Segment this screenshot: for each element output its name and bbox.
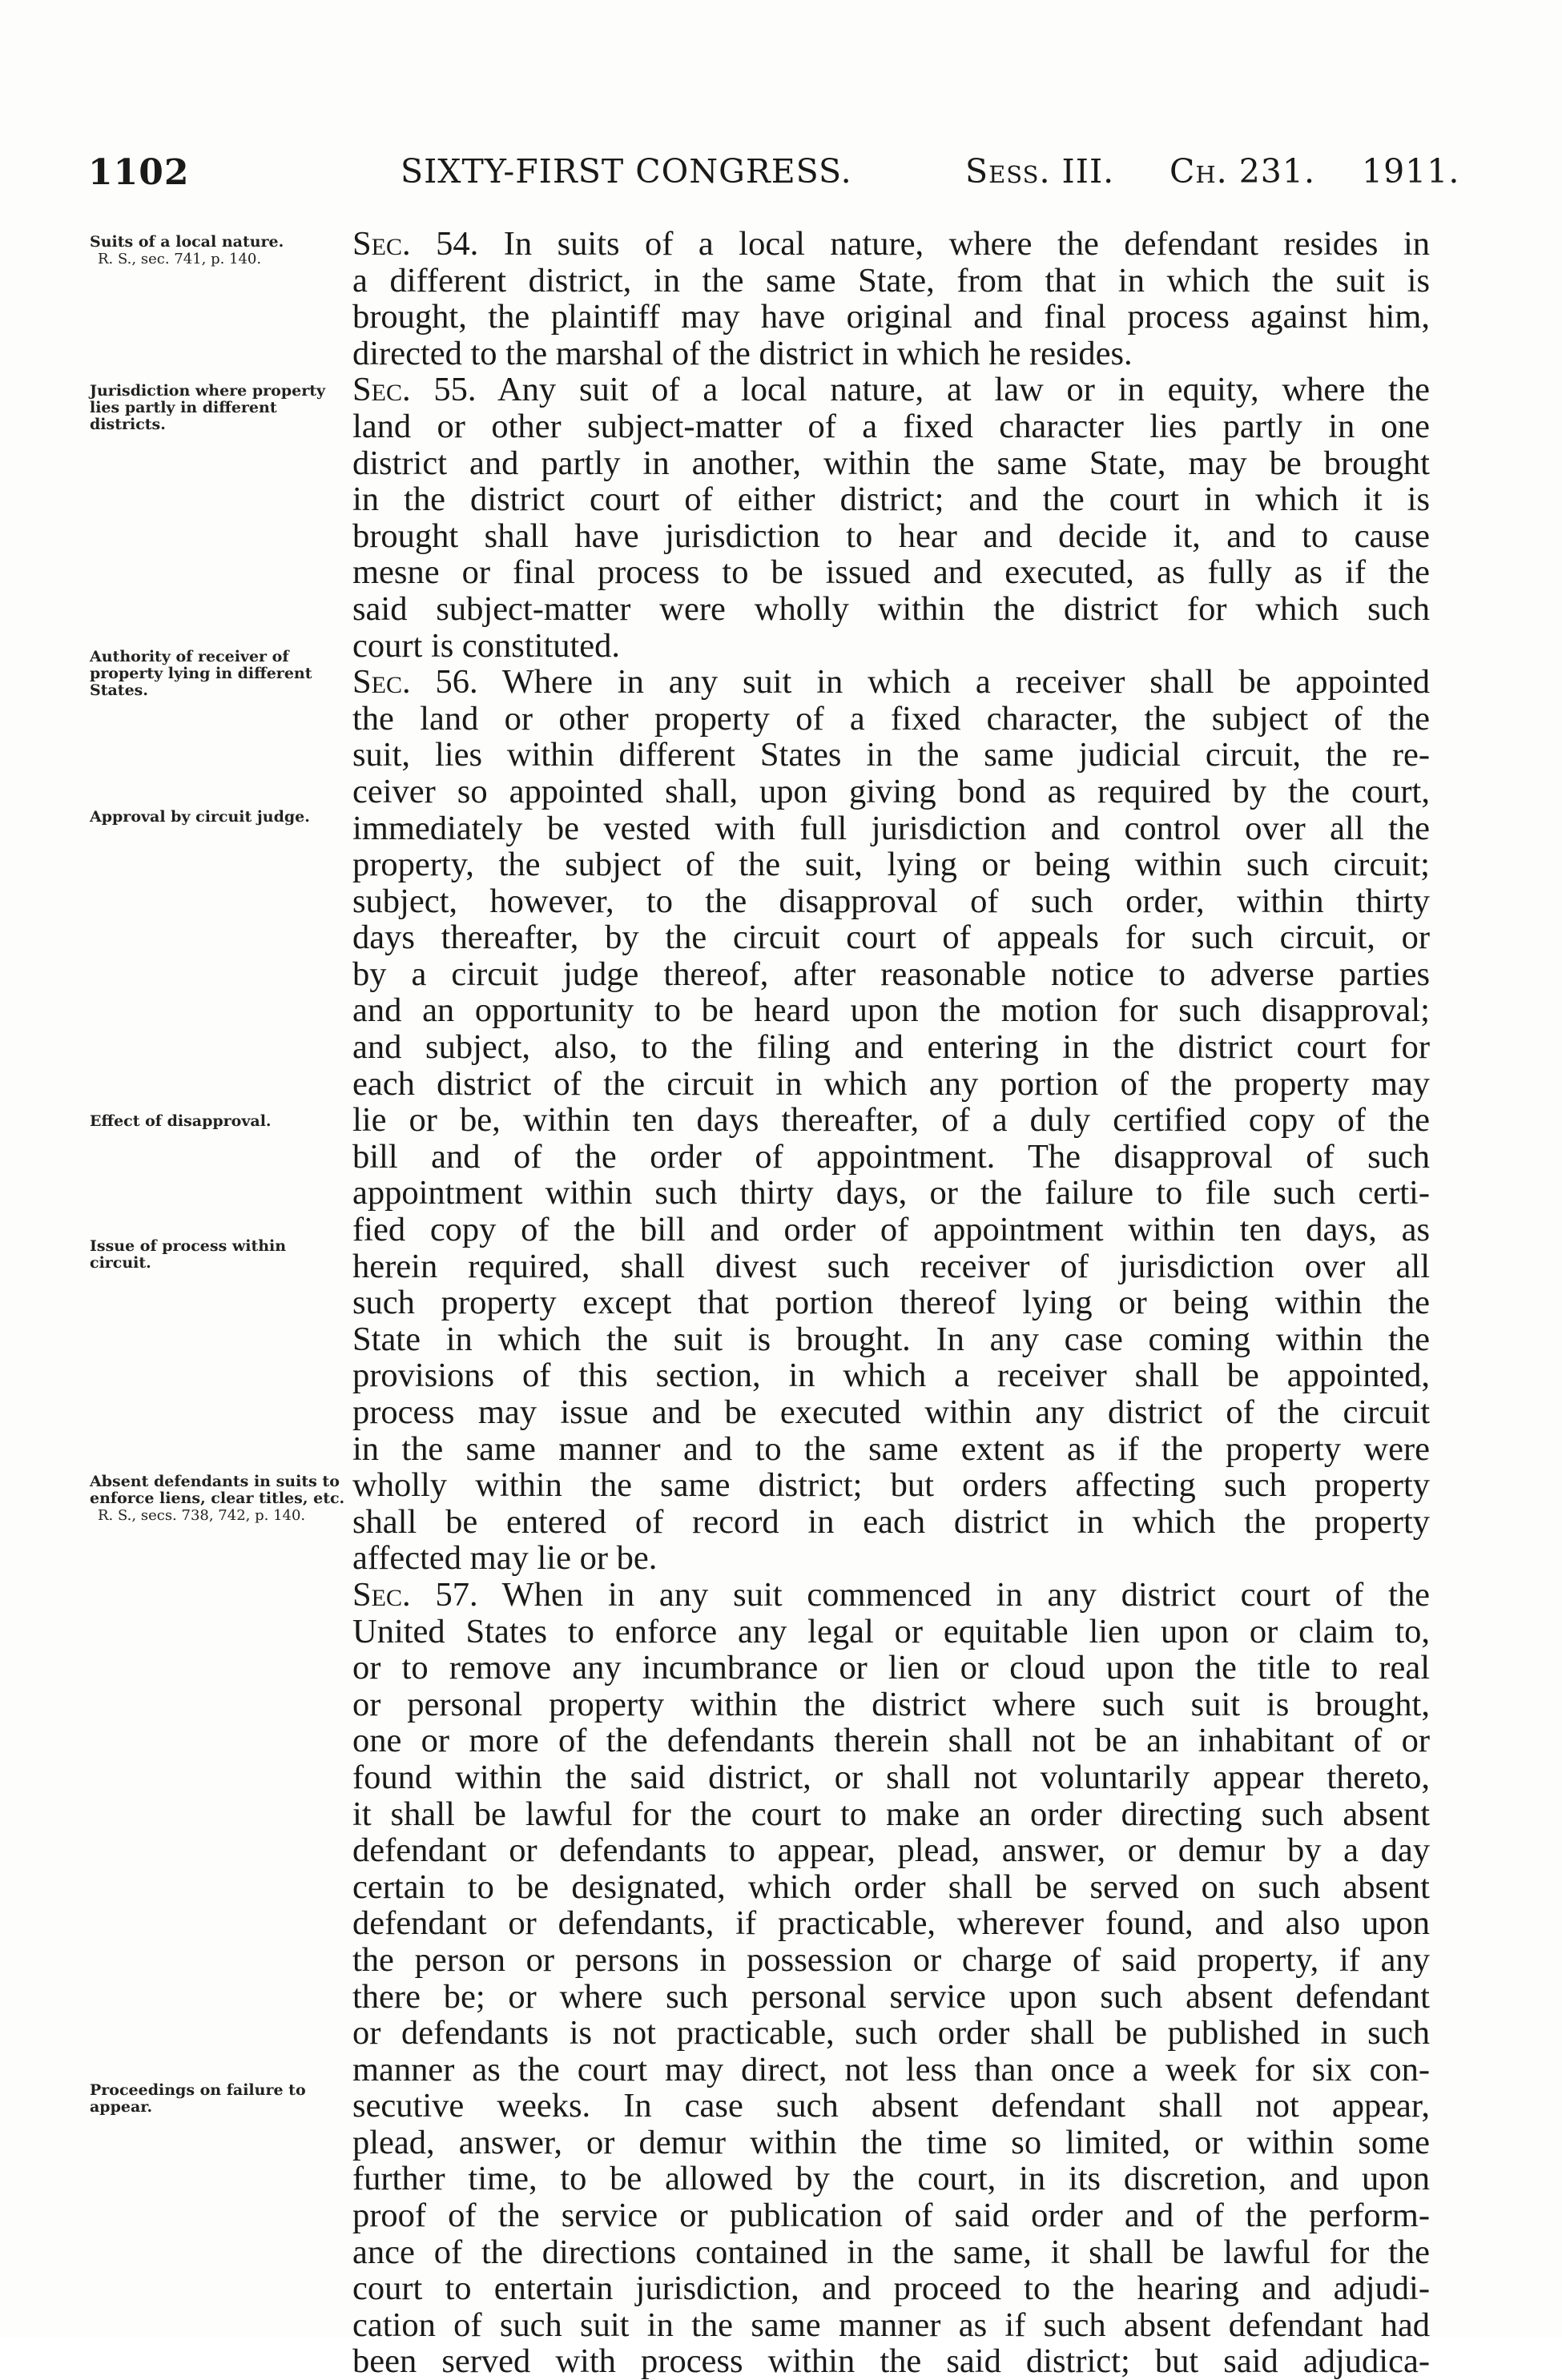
text-line: the person or persons in possession or charge of said property, if any xyxy=(352,1940,1430,1979)
text-line: brought, the plaintiff may have original and final process against him, xyxy=(352,298,1430,336)
sidenote-proceedings xyxy=(90,2082,346,2116)
sidenote-sec57-ref: R. S., secs. 738, 742, p. 140. xyxy=(98,1507,306,1524)
sidenote-sec54-title: Suits of a local nature. xyxy=(90,233,284,251)
text-line: Sec. 57. When in any suit commenced in any district court of the xyxy=(352,1575,1430,1614)
text-line: State in which the suit is brought. In any case coming within the xyxy=(352,1320,1430,1358)
sidenote-sec55-title: Jurisdiction where property lies partly in different districts. xyxy=(90,382,326,433)
text-line: ance of the directions contained in the same, it shall be lawful for the xyxy=(352,2233,1430,2271)
text-line: plead, answer, or demur within the time so limited, or within some xyxy=(352,2123,1430,2161)
text-line: provisions of this section, in which a receiver shall be appointed, xyxy=(352,1357,1430,1395)
chapter-label: Ch. 231. xyxy=(1169,152,1316,191)
text-line: mesne or final process to be issued and executed, as fully as if the xyxy=(352,553,1430,592)
sidenote-sec57 xyxy=(90,1473,346,1524)
text-line: it shall be lawful for the court to make an order directing such absent xyxy=(352,1795,1430,1833)
text-line: wholly within the same district; but orders affecting such property xyxy=(352,1466,1430,1505)
text-line: found within the said district, or shall not voluntarily appear thereto, xyxy=(352,1758,1430,1796)
text-line: herein required, shall divest such receiver of jurisdiction over all xyxy=(352,1247,1430,1285)
text-line: bill and of the order of appointment. The disapproval of such xyxy=(352,1137,1430,1176)
sidenote-sec54-ref: R. S., sec. 741, p. 140. xyxy=(98,251,262,267)
text-line: ceiver so appointed shall, upon giving bond as required by the court, xyxy=(352,772,1430,810)
text-line: process may issue and be executed within any district of the circuit xyxy=(352,1393,1430,1431)
text-line: a different district, in the same State, from that in which the suit is xyxy=(352,261,1430,300)
text-line: one or more of the defendants therein shall not be an inhabitant of or xyxy=(352,1722,1430,1760)
text-line: affected may lie or be. xyxy=(352,1539,658,1578)
text-line: secutive weeks. In case such absent defendant shall not appear, xyxy=(352,2087,1430,2125)
sidenote-sec56 xyxy=(90,649,346,699)
text-line: by a circuit judge thereof, after reasonable notice to adverse parties xyxy=(352,955,1430,993)
sidenote-effect xyxy=(90,1113,346,1130)
text-line: court is constituted. xyxy=(352,626,621,665)
sidenote-approval-text: Approval by circuit judge. xyxy=(90,808,310,826)
text-line: there be; or where such personal service upon such absent defendant xyxy=(352,1977,1430,2016)
text-line: further time, to be allowed by the court, in its discretion, and upon xyxy=(352,2160,1430,2198)
text-line: the land or other property of a fixed character, the subject of the xyxy=(352,699,1430,738)
text-line: and subject, also, to the filing and entering in the district court for xyxy=(352,1028,1430,1067)
text-line: each district of the circuit in which any portion of the property may xyxy=(352,1064,1430,1103)
text-line: defendant or defendants, if practicable, wherever found, and also upon xyxy=(352,1904,1430,1943)
body-text xyxy=(352,226,1430,2380)
text-line: property, the subject of the suit, lying or being within such circuit; xyxy=(352,846,1430,884)
sidenote-issue xyxy=(90,1238,346,1272)
text-line: directed to the marshal of the district in which he resides. xyxy=(352,334,1133,372)
text-line: and an opportunity to be heard upon the motion for such disapproval; xyxy=(352,991,1430,1030)
sidenote-sec54 xyxy=(90,234,346,267)
text-line: certain to be designated, which order shall be served on such absent xyxy=(352,1867,1430,1906)
congress-title: SIXTY-FIRST CONGRESS. xyxy=(401,152,852,191)
text-line: or personal property within the district where such suit is brought, xyxy=(352,1685,1430,1723)
text-line: such property except that portion thereof lying or being within the xyxy=(352,1284,1430,1322)
text-line: said subject-matter were wholly within the district for which such xyxy=(352,589,1430,628)
text-line: appointment within such thirty days, or the failure to file such certi- xyxy=(352,1174,1430,1212)
text-line: been served with process within the said district; but said adjudica- xyxy=(352,2342,1430,2380)
sidenote-effect-text: Effect of disapproval. xyxy=(90,1112,272,1130)
sidenote-issue-text: Issue of process within circuit. xyxy=(90,1237,287,1272)
running-header xyxy=(88,152,1460,200)
text-line: in the district court of either district; and the court in which it is xyxy=(352,480,1430,519)
text-line: proof of the service or publication of said order and of the perform- xyxy=(352,2197,1430,2235)
text-line: suit, lies within different States in the same judicial circuit, the re- xyxy=(352,736,1430,774)
sidenote-sec55 xyxy=(90,383,346,433)
text-line: or to remove any incumbrance or lien or cloud upon the title to real xyxy=(352,1649,1430,1687)
text-line: cation of such suit in the same manner as if such absent defendant had xyxy=(352,2306,1430,2344)
text-line: immediately be vested with full jurisdiction and control over all the xyxy=(352,809,1430,847)
text-line: fied copy of the bill and order of appointment within ten days, as xyxy=(352,1211,1430,1249)
text-line: United States to enforce any legal or equitable lien upon or claim to, xyxy=(352,1612,1430,1650)
sidenote-sec56-title: Authority of receiver of property lying in different States. xyxy=(90,648,312,699)
sidenote-approval xyxy=(90,809,346,826)
text-line: days thereafter, by the circuit court of appeals for such circuit, or xyxy=(352,919,1430,957)
text-line: subject, however, to the disapproval of such order, within thirty xyxy=(352,882,1430,920)
text-line: manner as the court may direct, not less than once a week for six con- xyxy=(352,2050,1430,2089)
text-line: in the same manner and to the same extent as if the property were xyxy=(352,1429,1430,1468)
text-line: lie or be, within ten days thereafter, of a duly certified copy of the xyxy=(352,1101,1430,1140)
text-line: Sec. 54. In suits of a local nature, where the defendant resides in xyxy=(352,225,1430,263)
text-line: land or other subject-matter of a fixed character lies partly in one xyxy=(352,407,1430,445)
sidenote-sec57-title: Absent defendants in suits to enforce liens, clear titles, etc. xyxy=(90,1473,345,1507)
text-line: court to entertain jurisdiction, and proceed to the hearing and adjudi- xyxy=(352,2269,1430,2308)
text-line: shall be entered of record in each district in which the property xyxy=(352,1502,1430,1541)
page-number: 1102 xyxy=(88,152,190,193)
year-label: 1911. xyxy=(1362,152,1460,191)
text-line: Sec. 56. Where in any suit in which a receiver shall be appointed xyxy=(352,663,1430,702)
sidenote-proceedings-text: Proceedings on failure to appear. xyxy=(90,2081,306,2116)
text-line: or defendants is not practicable, such order shall be published in such xyxy=(352,2014,1430,2052)
text-line: brought shall have jurisdiction to hear and decide it, and to cause xyxy=(352,517,1430,555)
text-line: district and partly in another, within the same State, may be brought xyxy=(352,444,1430,482)
text-line: Sec. 55. Any suit of a local nature, at law or in equity, where the xyxy=(352,371,1430,409)
text-line: defendant or defendants to appear, plead, answer, or demur by a day xyxy=(352,1831,1430,1870)
session-label: Sess. III. xyxy=(965,152,1115,191)
